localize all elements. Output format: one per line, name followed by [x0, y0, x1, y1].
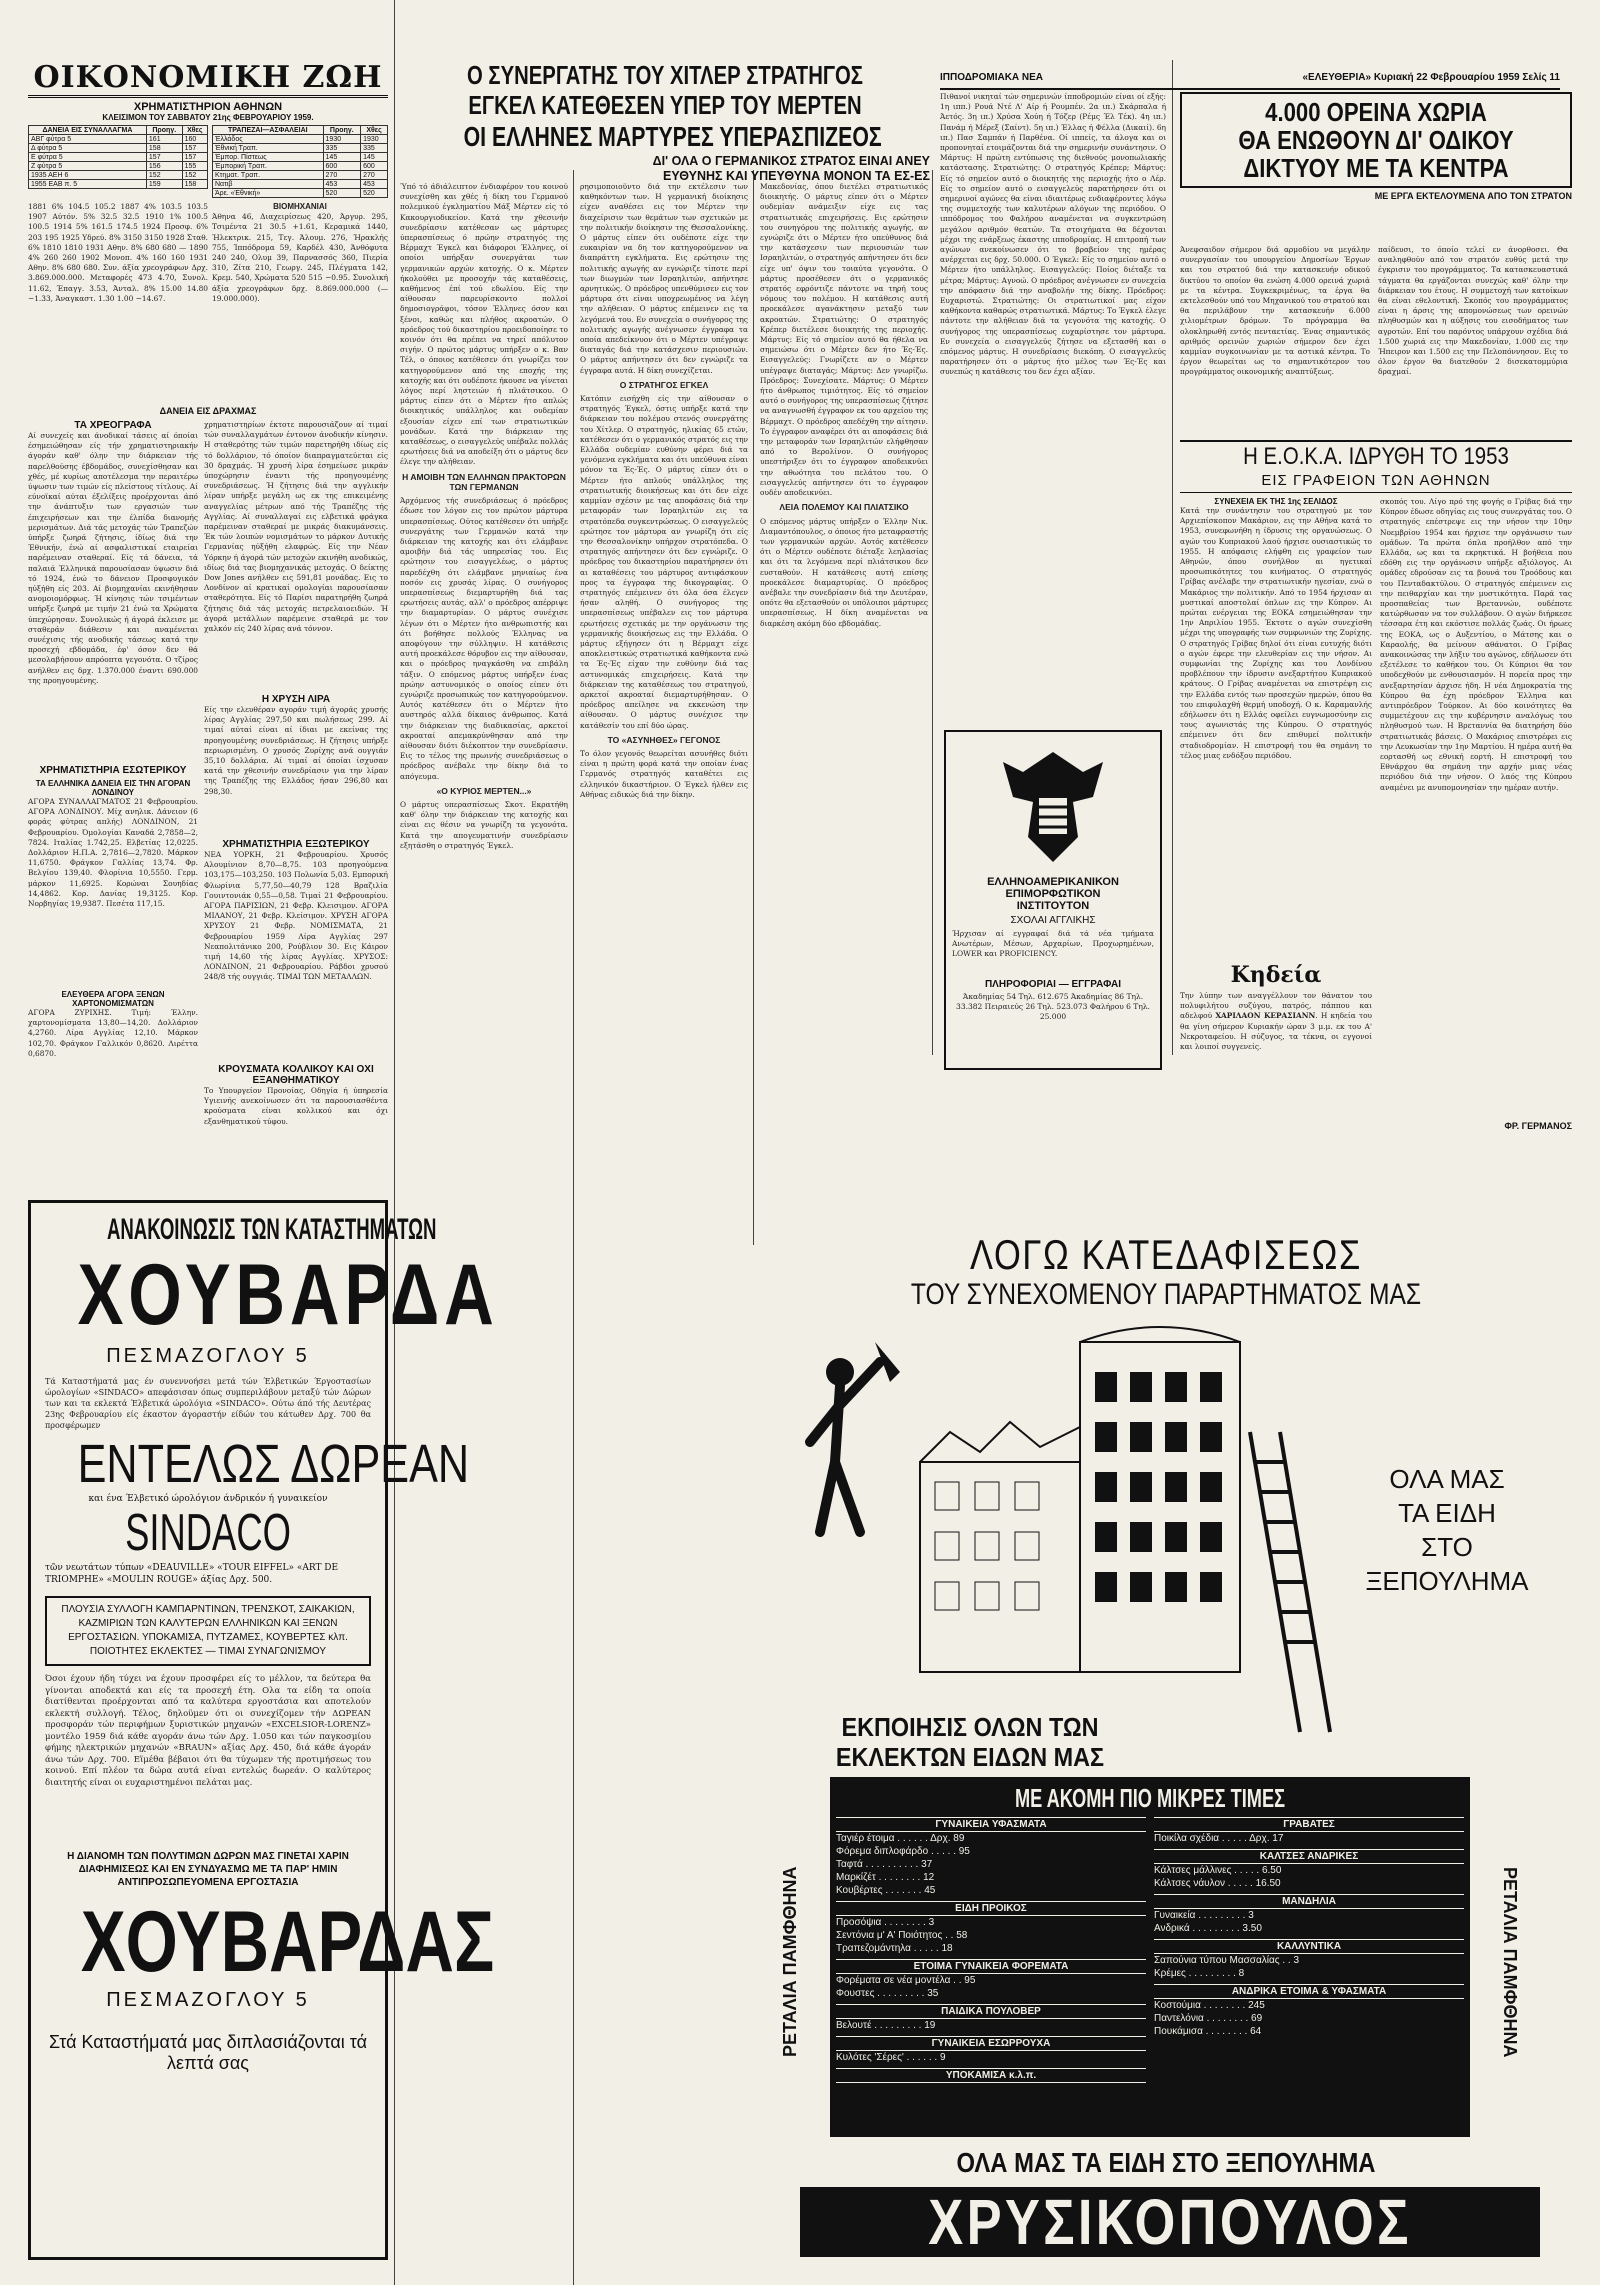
- subhead-agents: Η ΑΜΟΙΒΗ ΤΩΝ ΕΛΛΗΝΩΝ ΠΡΑΚΤΟΡΩΝ ΤΩΝ ΓΕΡΜΑΝΩΝ: [402, 471, 566, 492]
- sale-line-2: ΕΚΛΕΚΤΩΝ ΕΙΔΩΝ ΜΑΣ: [835, 1742, 1105, 1772]
- list-item: Σεντόνια μ' Α' Ποιότητος . . 58: [836, 1930, 968, 1941]
- table-row: Νατιβ 453 453: [213, 180, 388, 189]
- demolition-title-2: ΤΟΥ ΣΥΝΕΧΟΜΕΝΟΥ ΠΑΡΑΡΤΗΜΑΤΟΣ ΜΑΣ: [910, 1278, 1422, 1311]
- eoka-continued: ΣΥΝΕΧΕΙΑ ΕΚ ΤΗΣ 1ης ΣΕΛΙΔΟΣ: [1214, 497, 1338, 506]
- category-handkerchiefs: ΜΑΝΔΗΛΙΑ: [1154, 1894, 1464, 1909]
- demolition-title-1: ΛΟΓΩ ΚΑΤΕΔΑΦΙΣΕΩΣ: [970, 1231, 1362, 1278]
- category-socks: ΚΑΛΤΣΕΣ ΑΝΔΡΙΚΕΣ: [1154, 1849, 1464, 1864]
- subhead-loot: ΛΕΙΑ ΠΟΛΕΜΟΥ ΚΑΙ ΠΛΙΑΤΣΙΚΟ: [779, 502, 909, 513]
- remnants-right: ΡΕΤΑΛΙΑ ΠΑΜΦΘΗΝΑ: [1500, 1866, 1520, 2058]
- brand-chrysikopoulos: ΧΡΥΣΙΚΟΠΟΥΛΟΣ: [928, 2186, 1412, 2258]
- foreign-text: ΝΕΑ ΥΟΡΚΗ, 21 Φεβρουαρίου. Χρυσός Αλουμίνιον 8,70—8,75. 103 προηγούμενα 103,175—103,250. 103 Πολωνία 5,03. Εμπορική Φλωρίνια 5,77,50—40,79 128 Βραζιλία Γουιντονιάκ 0,55—0,58. Τιμαί 21 Φεβρουαρίου. ΑΓΟΡΑ ΠΑΡΙΣΙΩΝ, 21 Φεβρ. Κλεισιμον. ΑΓΟΡΑ ΜΙΛΑΝΟΥ, 21 Φεβρ. Κλείσιμον. ΧΡΥΣΗ ΑΓΟΡΑ ΧΡΥΣΟΥ 21 Φεβρ. ΝΟΜΙΣΜΑΤΑ, 21 Φεβρουαρίου 1959 Λίρα Αγγλίας 297 Νεαπολιτάνικο 200, Ρούβλιον 30. Εις Κάιρον τιμή 14,60 τής λίρας Αγγλίας. ΧΡΥΣΟΣ: ΛΟΝΔΙΝΟΝ, 21 Φεβρουαρίου. Ράβδοι χρυσού 248/8 τής ουγγιάς. ΤΙΜΑΙ ΤΩΝ ΜΕΤΑΛΛΩΝ.: [204, 850, 388, 982]
- exchange-title: ΧΡΗΜΑΤΙΣΤΗΡΙΟΝ ΑΘΗΝΩΝ: [133, 101, 283, 113]
- demolition-illustration-icon: [780, 1312, 1340, 1732]
- list-item: Σαπούνια τύπου Μασσαλίας . . 3: [1154, 1955, 1300, 1966]
- houvardas-ad: [28, 1200, 499, 2260]
- paper-date: «ΕΛΕΥΘΕΡΙΑ» Κυριακή 22 Φεβρουαρίου 1959 Σελίς 11: [1302, 72, 1560, 83]
- villages-title-3: ΔΙΚΤΥΟΥ ΜΕ ΤΑ ΚΕΝΤΡΑ: [1243, 153, 1509, 183]
- category-shirts: ΥΠΟΚΑΜΙΣΑ κ.λ.π.: [836, 2068, 1146, 2083]
- sale-right-text: ΟΛΑ ΜΑΣ ΤΑ ΕΙΔΗ ΣΤΟ ΞΕΠΟΥΛΗΜΑ: [1365, 1464, 1529, 1596]
- eoka-col-1: Κατά την συνάντησιν του στρατηγού με τον Αρχιεπίσκοπον Μακάριον, εις την Αθήνα κατά το 1953, συνεφωνήθη η ίδρυσις της οργανώσεως. Ο αγών του Κυπριακού λαού ήρχισε ουσιαστικώς το 1955. Η απόφασις ελήφθη εις γραφείον των Αθηνών, όπου συνήλθον αι ηγετικαί προσωπικότητες του κινήματος. Ο στρατηγός Γρίβας ανέλαβε την στρατιωτικήν ηγεσίαν, ενώ ο Μακάριος την πολιτικήν. Από το 1954 ήρχισαν αι μυστικαί αποστολαί όπλων εις την Κύπρον. Αι πρώται ενέργειαι της ΕΟΚΑ εσημειώθησαν την 1ην Απριλίου 1955. Έκτοτε ο αγών συνεχίσθη μέχρι της υπογραφής των συμφωνιών της Ζυρίχης. Ο στρατηγός Γρίβας δηλοί ότι είναι ευτυχής διότι ο αγών έφερε την ελευθερίαν εις την νήσον. Αι συμφωνίαι της Ζυρίχης και του Λονδίνου προβλέπουν την ίδρυσιν ανεξαρτήτου Κυπριακού κράτους. Ο Γρίβας αναμένεται να επιστρέψη εις την Ελλάδα εντός των προσεχών ημερών, όπου θα του επιφυλαχθή θερμή υποδοχή. Ο κ. Καραμανλής εδήλωσεν ότι η Ελλάς οφείλει ευγνωμοσύνην εις τους αγωνιστάς της Κύπρου. Ο στρατηγός επέμεινεν ότι δεν επιθυμεί πολιτικήν σταδιοδρομίαν. Η επιστροφή του θα σημάνη το τέλος μιας ενδόξου περιόδου.: [1180, 506, 1372, 760]
- gold-title: Η ΧΡΥΣΗ ΛΙΡΑ: [261, 694, 331, 705]
- ad-header: ΑΝΑΚΟΙΝΩΣΙΣ ΤΩΝ ΚΑΤΑΣΤΗΜΑΤΩΝ: [106, 1213, 437, 1246]
- crisis-title: ΚΡΟΥΣΜΑΤΑ ΚΟΛΛΙΚΟΥ ΚΑΙ ΟΧΙ ΕΞΑΝΘΗΜΑΤΙΚΟΥ: [218, 1064, 374, 1086]
- greek-loans-title: ΤΑ ΕΛΛΗΝΙΚΑ ΔΑΝΕΙΑ ΕΙΣ ΤΗΝ ΑΓΟΡΑΝ ΛΟΝΔΙΝΟΥ: [35, 779, 191, 797]
- category-menswear: ΑΝΔΡΙΚΑ ΕΤΟΙΜΑ & ΥΦΑΣΜΑΤΑ: [1154, 1984, 1464, 1999]
- list-item: Κοστούμια . . . . . . . . 245: [1154, 2000, 1265, 2011]
- headline-deck: ΔΙ' ΟΛΑ Ο ΓΕΡΜΑΝΙΚΟΣ ΣΤΡΑΤΟΣ ΕΙΝΑΙ ΑΝΕΥ ΕΥΘΥΝΗΣ ΚΑΙ ΥΠΕΥΘΥΝΑ ΜΟΝΟΝ ΤΑ ΕΣ-ΕΣ: [652, 154, 930, 183]
- sale-line-1: ΕΚΠΟΙΗΣΙΣ ΟΛΩΝ ΤΩΝ: [841, 1712, 1099, 1742]
- article-col-3: Μακεδονίας, όπου διετέλει στρατιωτικός διοικητής. Ο μάρτυς είπεν ότι ο Μέρτεν ουδεμίαν ανάμειξιν είχε εις τας στρατιωτικάς επιχειρήσεις. Εις ερώτησιν του συνηγόρου της πολιτικής αγωγής, αν εγνώριζε ότι ο Μέρτεν ήτο υπεύθυνος διά την κατάσχεσιν των περιουσιών των Ισραηλιτών, ο στρατηγός απήντησεν ότι δεν είχε υπ' όψιν του τοιαύτα γεγονότα. Ο μάρτυς προσέθεσεν ότι ο γερμανικός στρατός εφρόντιζε πάντοτε να τηρή τους νόμους του πολέμου. Η κατάθεσις αυτή προεκάλεσε αγανάκτησιν μεταξύ των ακροατών. Στρατιώτης: Ο στρατηγός Κρέπερ διετέλεσε διοικητής της περιοχής. Μάρτυς: Είς τό σημείον αυτό θα ήθελα να σημειώσω ότι ο Μέρτεν δεν ήτο Ές-Ές. Εισαγγελεύς: Γνωρίζετε αν ο Μέρτεν υπέγραψε διαταγάς; Μάρτυς: Δεν γνωρίζω. Πρόεδρος: Συνεχίσατε. Μάρτυς: Ο Μέρτεν ήτο άνθρωπος τιμιότητος. Είς τό σημείον αυτό ο συνήγορος της υπερασπίσεως ζήτησε να αναγνωσθή έγγραφον εκ του αρχείου της Βέρμαχτ. Ο πρόεδρος απεδέχθη την αίτησιν. Το έγγραφον αναφέρει ότι αι αποφάσεις διά την μεταφοράν των Ισραηλιτών ελήφθησαν από το Βερολίνον. Ο συνήγορος υπεστήριξεν ότι το έγγραφον αποδεικνύει την αθωότητα του πελάτου του. Ο εισαγγελεύς απήντησεν ότι το έγγραφον ουδέν αποδεικνύει. ΛΕΙΑ ΠΟΛΕΜΟΥ ΚΑΙ ΠΛΙΑΤΣΙΚΟ Ο επόμενος μάρτυς υπήρξεν ο Έλλην Νικ. Διαμαντόπουλος, ο όποιος ήτο μεταφραστής των γερμανικών αρχών. Αυτός κατέθεσεν ότι ο Μέρτεν ουδέποτε διέταξε λεηλασίας και ότι τα λεγόμενα περί πλιάτσικου δεν ευσταθούν. Η κατάθεσις αυτή επίσης προεκάλεσε διαμαρτυρίας. Ο πρόεδρος ανέβαλε την συνεδρίασιν διά την Δευτέραν, οπότε θα εξετασθούν οι υπόλοιποι μάρτυρες υπερασπίσεως. Η δίκη αναμένεται να διαρκέση ακόμη δύο εβδομάδας.: [760, 182, 928, 628]
- institute-ad: [944, 730, 1162, 1070]
- watch-brands: τῶν νεωτάτων τύπων «DEAUVILLE» «TOUR EIFFEL» «ART DE TRIOMPHE» «MOULIN ROUGE» άξίας Δρχ. 500.: [45, 1563, 339, 1585]
- list-item: Μαρκίζέτ . . . . . . . . 12: [836, 1872, 935, 1883]
- crisis-text: Το Υπουργείον Προνοίας, Οδηγία ή ύπηρεσία Υγιεινής ανεκοίνωσεν ότι τα παρουσιασθέντα κρούσματα είναι κολλικού και όχι εξανθηματικού τύφου.: [204, 1086, 388, 1126]
- institute-name-3: ΙΝΣΤΙΤΟΥΤΟΝ: [1016, 900, 1090, 912]
- table-row: Έμπορ. Πίστεως 145 145: [213, 153, 388, 162]
- bottom-slogan: ΟΛΑ ΜΑΣ ΤΑ ΕΙΔΗ ΣΤΟ ΞΕΠΟΥΛΗΜΑ: [956, 2147, 1376, 2178]
- gold-text: Είς την ελευθέραν αγοράν τιμή άγοράς χρυσής λίρας Αγγλίας 297,50 και πωλήσεως 299. Αί τιμαί αύταί είναι αί ίδιαι με εκείνας της προηγουμένης συνεδριάσεως. Η ζήτησις υπήρξε περιωρισμένη. Ο χρυσός Ζυρίχης ανά ουγγιάν 35,10 δολλάρια. Αί τιμαί αί όποίαι ίσχυσαν κατά την χθεσινήν συνεδρίασιν για την λίραν της Τραπέζης της Ελλάδος ήσαν 296,80 και 298,30.: [204, 705, 388, 796]
- race-news: Πιθανοί νικηταί τών σημερινών ίπποδρομιών είναι οί εξής: 1η ιππ.) Ρουά Ντέ Λ' Αίρ ή Ρουμπέν. 2α ιπ.) Σκάρπαλα ή Άετός. 3η ιπ.) Χρύσα Χούη ή Τόζερ (Ρέμς Έλ Τέκ). 4η ιπ.) Πανάμ ή Μέρεξ (Σαίντ). 5η ιπ.) Έλλας ή Φέλλα (Δικαιί). 6η ιπ.) Πασ Σαμπάν ή Παρθένα. Οί ιππείς, τα άλογα και οι προπονηταί ετοιμάζονται διά την σημερινήν συνάντησιν. Ο Μάρτυς: Η πρώτη εντύπωσις της διεθνούς μονοπωλιακής κατάστασης. Στρατιώτης: Ο στρατηγός Κρέπερ; Μάρτυς: Είς τό σημείον αυτό ο διοικητής της περιοχής ήτο ο Λέρ. Είς το σημείον αυτό ο εισαγγελεύς παρατήρησεν ότι οι σημερινοί αγώνες θα είναι ιδιαιτέρως ενδιαφέροντες λόγω της συμμετοχής των καλυτέρων αλόγων της περιόδου. Ο ιππόδρομος του Φαλήρου αναμένεται να συγκεντρώση μεγάλον αριθμόν θεατών. Τα στοιχήματα θα δέχονται μέχρι της ενάρξεως έκαστης ιπποδρομίας. Η επιτροπή των αγώνων ανεκοίνωσεν ότι το βραβείον της ημέρας ανέρχεται εις δρχ. 50.000. Ο Έγκελ: Είς το σημείον αυτό ο Μέρτεν ήτο υπάλληλος. Εισαγγελεύς: Ποίος διέταξε τα μέτρα; Μάρτυς: Αγνοώ. Ο πρόεδρος ανέγνωσεν εν συνεχεία την απόφασιν διά την αναβολήν της δίκης. Πρόεδρος: Ευχαριστώ. Στρατιώτης: Οι στρατιωτικοί μας είχον καθήκοντα καθαρώς στρατιωτικά. Μάρτυς: Το Έγκελ έλεγε πάντοτε την αλήθειαν διά τα γεγονότα της κατοχής. Ο συνήγορος της υπερασπίσεως ευχαρίστησε τον μάρτυρα. Εν συνεχεία ο εισαγγελεύς ζήτησε να εξετασθή και ο επόμενος μάρτυς. Η συνεδρίασις διεκόπη. Ο εισαγγελεύς παρατήρησεν ότι ο μάρτυς ήτο μέλος των Ές-Ές και συνεπώς η κατάθεσις του δεν έχει αξίαν.: [940, 92, 1166, 377]
- price-list: [830, 1777, 1470, 2137]
- domestic-title: ΧΡΗΜΑΤΙΣΤΗΡΙΑ ΕΣΩΤΕΡΙΚΟΥ: [39, 765, 187, 776]
- ad-intro: Τά Καταστήματά μας έν συνεννοήσει μετά τών Έλβετικών Έργοστασίων ώρολογίων «SINDACO» απεφάσισαν όπως συμπεριλάβουν μεταξύ τών Δώρων των και τα εκλεκτά Έλβετικά ώρολόγια «SINDACO». Ούτω άπό τής Δευτέρας 23ης Φεβρουαρίου είς έκαστον άγοραστήν είδών του κάτωθεν Δρχ. 700 θα προσφέρωμεν: [45, 1377, 371, 1430]
- villages-title-2: ΘΑ ΕΝΩΘΟΥΝ ΔΙ' ΟΔΙΚΟΥ: [1238, 125, 1514, 155]
- institute-text: Ήρχισαν αί εγγραφαί διά τά νέα τμήματα Ανωτέρων, Μέσων, Αρχαρίων, Προχωρημένων, LOWER και PROFICIENCY.: [952, 929, 1154, 959]
- category-pullovers: ΠΑΙΔΙΚΑ ΠΟΥΛΟΒΕΡ: [836, 2004, 1146, 2019]
- list-item: Κάλτσες μάλλινες . . . . . 6.50: [1154, 1865, 1282, 1876]
- institute-name-2: ΕΠΙΜΟΡΦΩΤΙΚΟΝ: [1005, 888, 1101, 900]
- eoka-title: Η Ε.Ο.Κ.Α. ΙΔΡΥΘΗ ΤΟ 1953: [1243, 443, 1509, 470]
- banks-table: ΤΡΑΠΕΖΑΙ—ΑΣΦΑΛΕΙΑΙ Προηγ. Χθες Έλλάδος 1930 1930 Έθνική Τραπ. 335 335 Έμπορ. Πίστεως 145 145 Έμπορική Τραπ. 600 600 Κτηματ. Τραπ. 270 270 Νατιβ 453 453 Άρε. «Έθνική» 520 520: [212, 125, 388, 198]
- list-item: Φορέματα σε νέα μοντέλα . . 95: [836, 1975, 976, 1986]
- subhead-unusual: ΤΟ «ΑΣΥΝΗΘΕΣ» ΓΕΓΟΝΟΣ: [607, 734, 721, 745]
- free-market-text: ΑΓΟΡΑ ΖΥΡΙΧΗΣ. Τιμή: Έλλην. χαρτονομίσματα 13,80—14,20. Δολλάριον 4,2760. Λίρα Αγγλίας 12,10. Μάρκον 102,70. Φράγκον Γαλλικόν 0,8620. Λιρέττα 0,6870.: [28, 1008, 198, 1058]
- institute-schools: ΣΧΟΛΑΙ ΑΓΓΛΙΚΗΣ: [1010, 915, 1096, 926]
- economy-title: ΟΙΚΟΝΟΜΙΚΗ ΖΩΗ: [28, 60, 388, 98]
- free-market-title: ΕΛΕΥΘΕΡΑ ΑΓΟΡΑ ΞΕΝΩΝ ΧΑΡΤΟΝΟΜΙΣΜΑΤΩΝ: [61, 990, 165, 1008]
- column-rule: [1172, 60, 1173, 1055]
- list-item: Βελουτέ . . . . . . . . . 19: [836, 2020, 936, 2031]
- category-ties: ΓΡΑΒΑΤΕΣ: [1154, 1817, 1464, 1832]
- securities-title: ΤΑ ΧΡΕΟΓΡΑΦΑ: [74, 420, 152, 431]
- free-sub: και ένα Έλβετικό ώρολόγιον άνδρικόν ή γυναικείον: [88, 1494, 328, 1504]
- villages-col-2: παίδευσι, το όποίο τελεί εν άνορθοσει. Θα αναληφθούν από τον στρατόν ευθύς μετά την έγκρισιν του προγράμματος. Τα κατασκευαστικά τάγματα θα εργάζονται συνεχώς καθ' όλην την διάρκειαν του έτους. Η συμμετοχή των κατοίκων θα είναι εθελοντική. Σκοπός του προγράμματος είναι η άρσις της απομονώσεως των ορεινών πληθυσμών και η αύξησις του εισοδήματος των αγροτών. Επί του παρόντος υπάρχουν σχέδια διά 1.500 χωριά εις την Μακεδονίαν, 1.000 εις την Ήπειρον και 1.500 εις την Πελοπόννησον. Εις το όλον έργον θα διατεθούν 2 δισεκατομμύρια δραχμαί.: [1378, 245, 1568, 377]
- villages-sub: ΜΕ ΕΡΓΑ ΕΚΤΕΛΟΥΜΕΝΑ ΑΠΟ ΤΟΝ ΣΤΡΑΤΟΝ: [1374, 191, 1572, 201]
- headline-line-2: ΕΓΚΕΛ ΚΑΤΕΘΕΣΕΝ ΥΠΕΡ ΤΟΥ ΜΕΡΤΕΝ: [468, 90, 862, 120]
- category-fabrics: ΓΥΝΑΙΚΕΙΑ ΥΦΑΣΜΑΤΑ: [836, 1817, 1146, 1832]
- headline-line-3: ΟΙ ΕΛΛΗΝΕΣ ΜΑΡΤΥΡΕΣ ΥΠΕΡΑΣΠΙΖΕΟΣ: [463, 121, 882, 152]
- article-col-2: ρησιμοποιοϋντο διά την εκτέλεσιν των καθηκόντων των. Η γερμανική διοίκησις είχεν αναθέσει εις τον Μέρτεν την διαχείρισιν των θεμάτων των σχετικών με την πολιτικήν διοίκησιν της Θεσσαλονίκης. Ο μάρτυς είπεν ότι ουδέποτε είχε την ευκαιρίαν να δη τον κατηγορούμενον να διαπράττη εγκλήματα. Εις ερώτησιν της πολιτικής αγωγής αν εγνώριζε τίποτε περί των διωγμών των Ισραηλιτών, απήντησε αρνητικώς. Ο πρόεδρος υπενθύμισεν εις τον μάρτυρα ότι είναι υποχρεωμένος να λέγη την αλήθειαν. Ο μάρτυς επέμεινεν εις τα λεγόμενά του. Εν συνεχεία ο συνήγορος της πολιτικής αγωγής ανέγνωσεν έγγραφα τα οποία απεδείκνυον ότι ο Μέρτεν υπέγραψε διαταγάς διά την κατάσχεσιν περιουσιών. Ο μάρτυς απήντησεν ότι δεν εγνώριζε τα έγγραφα αυτά. Η δίκη συνεχίζεται. Ο ΣΤΡΑΤΗΓΟΣ ΕΓΚΕΛ Κατόπιν εισήχθη είς την αίθουσαν ο στρατηγός Έγκελ, όστις υπήρξε κατά την διάρκειαν του πολέμου στενός συνεργάτης του Χίτλερ. Ο στρατηγός, ηλικίας 65 ετών, κατέθεσεν ότι ο γερμανικός στρατός εις την Ελλάδα ουδεμίαν ευθύνην φέρει διά τα γενόμενα εγκλήματα και ότι υπεύθυνα είναι μόνον τα Ές-Ές. Ο μάρτυς είπεν ότι ο Μέρτεν ήτο απλούς υπάλληλος της στρατιωτικής διοικήσεως και ότι δεν είχε καμμίαν σχέσιν με τας αποφάσεις διά την μεταφοράν των Ισραηλιτών εις τα στρατόπεδα συγκεντρώσεως. Ο εισαγγελεύς ερώτησε τον μάρτυρα αν γνωρίζη ότι είς την Θεσσαλονίκην υπήρχον στρατόπεδα. Ο στρατηγός απήντησεν ότι δεν εγνώριζε. Ο πρόεδρος του δικαστηρίου παρατήρησεν ότι αι καταθέσεις του μάρτυρος αντιφάσκουν προς τα έγγραφα της δικογραφίας. Ο στρατηγός επέμεινεν ότι όλα όσα έλεγεν ήσαν αληθή. Ο συνήγορος της υπερασπίσεως υπέβαλεν εις τον μάρτυρα ερωτήσεις σχετικάς με την οργάνωσιν της γερμανικής διοικήσεως εις την Ελλάδα. Ο μάρτυς εξήγησεν ότι η Βέρμαχτ είχε αποκλειστικώς στρατιωτικά καθήκοντα ενώ τα Ές-Ές είχαν την ευθύνην διά τας αστυνομικάς επιχειρήσεις. Κατά την διάρκειαν της καταθέσεως του στρατηγού, αρκετοί ακροαταί διεμαρτυρήθησαν. Ο πρόεδρος απείλησε να εκκενώση την αίθουσαν. Ο μάρτυς συνέχισε την κατάθεσίν του επί δύο ώρας. ΤΟ «ΑΣΥΝΗΘΕΣ» ΓΕΓΟΝΟΣ Το όλον γεγονός θεωρείται ασυνήθες διότι είναι η πρώτη φορά κατά την οποίαν ένας Γερμανός στρατηγός καταθέτει εις ελληνικόν δικαστήριον. Ο Έγκελ ήλθεν εις Αθήνας ειδικώς διά την δίκην.: [580, 182, 748, 799]
- list-item: Φόρεμα διπλοφάρδο . . . . . 95: [836, 1846, 970, 1857]
- institute-name-1: ΕΛΛΗΝΟΑΜΕΡΙΚΑΝΙΚΟΝ: [987, 876, 1119, 888]
- table-row: Κτηματ. Τραπ. 270 270: [213, 171, 388, 180]
- list-item: Τραπεζομάντηλα . . . . . 18: [836, 1943, 953, 1954]
- table-header: ΔΑΝΕΙΑ ΕΙΣ ΣΥΝΑΛΛΑΓΜΑ: [29, 126, 147, 135]
- villages-col-1: Άνεφσαιδον σήμερον διά αρμοδίου να μεγάλην συνεργασίαν του υπουργείου Δημοσίων Έργων και του στρατού διά την κατασκευήν οδικού δικτύου το οποίον θα ενώση 4.000 ορεινά χωριά με τα κέντρα. Συγκεκριμένως, τα έργα θα εκτελεσθούν υπό του Μηχανικού του στρατού και θα περιλάβουν την κατασκευήν 6.000 χιλιομέτρων δρόμων. Το πρόγραμμα θα ολοκληρωθή εντός πενταετίας. Ένας σημαντικός αριθμός ορεινών χωριών σήμερον δεν έχει καμμίαν συγκοινωνίαν με τα αστικά κέντρα. Το έργον θεωρείται ως το σημαντικότερον του προγράμματος οικονομικής αναπτύξεως.: [1180, 245, 1370, 377]
- list-item: Ποικίλα σχέδια . . . . . Δρχ. 17: [1154, 1833, 1284, 1844]
- category-dowry: ΕΙΔΗ ΠΡΟΙΚΟΣ: [836, 1901, 1146, 1916]
- table-row: ABΓ φύτρα 5 161 160: [29, 135, 208, 144]
- bond-list: 1881 6% 104.5 105.2 1887 4% 103.5 103.5 1907 Αύτόν. 5% 32.5 32.5 1910 1% 100.5 100.5 1914 5% 161.5 174.5 1924 Προσφ. 6% 203 195 1925 Υδρεύ. 8% 3150 3150 1928 Σταθ. 6% 1810 1810 1931 Αθην. 8% 680 680 — 1890 4% 260 260 1902 Μονοπ. 4% 160 160 1931 Αθην. 8% 680 680. Συν. άξία χρεογράφων Δρχ. 3.869.000.000. Μεταφορές 473 4.70, Συνολ. 11.62, Έπαγγ. 3.53, Άνταλ. 8% 15.00 14.80 −1.33, Άναγκαστ. 1.30 1.00 −14.67.: [28, 202, 208, 303]
- headline-block: [400, 60, 930, 183]
- markets-text: χρηματιστηρίων έκτοτε παρουσιάζουν αί τιμαί τών συναλλαγμάτων έντονον άνοδικήν κίνησιν. Η σταθερότης τών τιμών παρετηρήθη ιδίως είς τό δολλάριον, τό όποίον διαπραγματεύεται είς 30 δραχμάς. Ή χρυσή λίρα έσημείωσε μικράν ύποχώρησιν έναντι τής προηγουμένης συνεδριάσεως. Ή ζήτησις διά την αγγλικήν λίραν υπήρξε μεγάλη ως εκ της επικειμένης αναγγελίας μέτρων από τής Τραπέζης τής Αγγλίας. Αί συναλλαγαί εις ελβετικά φράγκα παρέμειναν σταθεραί με μικράς διακυμάνσεις. Έκ τών λοιπών νομισμάτων το μάρκον Δυτικής Γερμανίας ηύξήθη ελαφρώς. Είς την Νέαν Υόρκην ή άγορά τών μετοχών εκινήθη ανοδικώς, ιδίως διά τας βιομηχανικάς μετοχάς. Ο δείκτης Dow Jones ανήλθεν εις 591,81 μονάδας. Εις το Λονδίνον αί κρατικαί ομολογίαι παρουσίασαν σταθερότητα. Είς τό Παρίσι παρατηρήθη ζωηρά ζήτησις διά τάς μετοχάς πετρελαιοειδών. Ή άγορά μετάλλων παρέμεινε σταθερά με τον χαλκόν είς 240 λίρας ανά τόννον.: [204, 420, 388, 634]
- list-item: Κουβέρτες . . . . . . . 45: [836, 1885, 936, 1896]
- table-row: Έλλάδος 1930 1930: [213, 135, 388, 144]
- list-item: Ταφτά . . . . . . . . . . 37: [836, 1859, 933, 1870]
- boxed-offer: ΠΛΟΥΣΙΑ ΣΥΛΛΟΓΗ ΚΑΜΠΑΡΝΤΙΝΩΝ, ΤΡΕΝΣΚΟΤ, ΣΑΙΚΑΚΙΩΝ, ΚΑΖΜΙΡΙΩΝ ΤΩΝ ΚΑΛΥΤΕΡΩΝ ΕΛΛΗΝΙΚΩΝ ΚΑΙ ΞΕΝΩΝ ΕΡΓΟΣΤΑΣΙΩΝ. ΥΠΟΚΑΜΙΣΑ, ΠΥΤΖΑΜΕΣ, ΚΟΥΒΕΡΤΕΣ κλπ. ΠΟΙΟΤΗΤΕΣ ΕΚΛΕΚΤΕΣ — ΤΙΜΑΙ ΣΥΝΑΓΩΝΙΣΜΟΥ: [45, 1596, 371, 1666]
- masthead: [940, 72, 1560, 90]
- table-row: 1935 ΑΕΗ 6 152 152: [29, 171, 208, 180]
- column-rule: [753, 170, 754, 1245]
- prices-title: ΜΕ ΑΚΟΜΗ ΠΙΟ ΜΙΚΡΕΣ ΤΙΜΕΣ: [1014, 1783, 1286, 1813]
- subhead-mr-merten: «Ο ΚΥΡΙΟΣ ΜΕΡΤΕΝ...»: [436, 785, 532, 796]
- funeral-title: Κηδεία: [1230, 962, 1322, 988]
- demolition-ad: [760, 1232, 1572, 2262]
- list-item: Κάλτσες νάυλον . . . . . 16.50: [1154, 1878, 1281, 1889]
- list-item: Πουκάμισα . . . . . . . . 64: [1154, 2026, 1262, 2037]
- table-row: Έθνική Τραπ. 335 335: [213, 144, 388, 153]
- address: ΠΕΣΜΑΖΟΓΛΟΥ 5: [106, 1345, 310, 1367]
- table-row: Z φύτρα 5 156 155: [29, 162, 208, 171]
- list-item: Προσόψια . . . . . . . . 3: [836, 1917, 935, 1928]
- table-row: Ε φύτρα 5 157 157: [29, 153, 208, 162]
- category-cosmetics: ΚΑΛΛΥΝΤΙΚΑ: [1154, 1939, 1464, 1954]
- close-date: ΚΛΕΙΣΙΜΟΝ ΤΟΥ ΣΑΒΒΑΤΟΥ 21ης ΦΕΒΡΟΥΑΡΙΟΥ 1959.: [102, 113, 314, 122]
- address-2: ΠΕΣΜΑΖΟΓΛΟΥ 5: [106, 1989, 310, 2011]
- economy-column: [28, 60, 388, 1126]
- loans-table: ΔΑΝΕΙΑ ΕΙΣ ΣΥΝΑΛΛΑΓΜΑ Προηγ. Χθες ABΓ φύτρα 5 161 160 Δ φύτρα 5 158 157 Ε φύτρα 5 157 157 Z φύτρα 5 156 155 1935 ΑΕΗ 6 152 152 1955 ΕΑΒ π. 5 159 158: [28, 125, 208, 189]
- column-rule: [932, 170, 933, 1055]
- eoka-col-2: σκοπός του. Λίγο πρό της φυγής ο Γρίβας διά την Κύπρον έδωσε οδηγίας εις τους συνεργάτας του. Ο στρατηγός επέστρεψε εις την νήσον την 10ην Νοεμβρίου 1954 και ήρχισε την οργάνωσιν των ομάδων. Τα πρώτα όπλα προήλθον από την Ελλάδα, ως και τα εκρηκτικά. Η βοήθεια που εδόθη εις την οργάνωσιν υπήρξε αξιόλογος. Αι ομάδες εδρούσαν εις τα βουνά του Τροόδους και του Πενταδακτύλου. Ο στρατηγός επέμεινεν εις την πειθαρχίαν και την μυστικότητα. Παρά τας προσπαθείας των Βρεταννών, ουδέποτε κατώρθωσαν να τον συλλάβουν. Ο αγών διήρκεσε τέσσαρα έτη και εκόστισε πολλάς ζωάς. Οι ήρωες της ΕΟΚΑ, ως ο Αυξεντίου, ο Μάτσης και ο Καραολής, θα μείνουν αθάνατοι. Ο Γρίβας ανακοινώσας την λήξιν του αγώνος, εδήλωσεν ότι εξετέλεσε το καθήκον του. Οι Κύπριοι θα τον υποδεχθούν με ενθουσιασμόν. Η πορεία προς την ανεξαρτησίαν άρχισε ήδη. Η νέα Δημοκρατία της Κύπρου θα έχη πρόεδρον Έλληνα και αντιπρόεδρον Τούρκον. Αι δύο κοινότητες θα συμμετέχουν εις την κυβέρνησιν αναλόγως του πληθυσμού των. Η Βρεταννία θα διατηρήση δύο στρατιωτικάς βάσεις. Ο Μακάριος επιστρέφει εις την Λευκωσίαν την 1ην Μαρτίου. Η ημέρα αυτή θα εορτασθή ως εθνική εορτή. Η επιστροφή του Εθνάρχου θα σημάνη την αρχήν μιας νέας περιόδου διά την νήσον. Ο λαός της Κύπρου αναμένει με ανυπομονησίαν την ημέραν αυτήν.: [1380, 497, 1572, 792]
- drachma-loans-title: ΔΑΝΕΙΑ ΕΙΣ ΔΡΑΧΜΑΣ: [159, 406, 257, 416]
- distribution-note: Η ΔΙΑΝΟΜΗ ΤΩΝ ΠΟΛΥΤΙΜΩΝ ΔΩΡΩΝ ΜΑΣ ΓΙΝΕΤΑΙ ΧΑΡΙΝ ΔΙΑΦΗΜΙΣΕΩΣ ΚΑΙ ΕΝ ΣΥΝΔΥΑΣΜΩ ΜΕ ΤΑ ΠΑΡ' ΗΜΙΝ ΑΝΤΙΠΡΟΣΩΠΕΥΟΜΕΝΑ ΕΡΓΟΣΤΑΣΙΑ: [67, 1851, 349, 1888]
- category-underwear: ΓΥΝΑΙΚΕΙΑ ΕΣΩΡΡΟΥΧΑ: [836, 2036, 1146, 2051]
- sindaco-brand: SINDACO: [125, 1504, 291, 1562]
- table-row: 1955 ΕΑΒ π. 5 159 158: [29, 180, 208, 189]
- villages-title-1: 4.000 ΟΡΕΙΝΑ ΧΩΡΙΑ: [1265, 97, 1487, 127]
- eagle-emblem-icon: [993, 742, 1113, 872]
- loans-text: ΑΓΟΡΑ ΣΥΝΑΛΛΑΓΜΑΤΟΣ 21 Φεβρουαρίου. ΑΓΟΡΑ ΛΟΝΔΙΝΟΥ. Μίχ ανηλικ. Δάνειον (6 φοράς φύτρας απλής) ΛΟΝΔΙΝΟΝ, 21 Φεβρουαρίου. Όμολογίαι Καναδά 2,7858—2, 7824. Ιταλίας 1.742,25. Ελβετίας 12,0225. Δολλάριον Η.Π.Α. 2,7816—2,7820. Μάρκον 11,6750. Φράγκον Γαλλίας 13,74. Φρ. Βελγίου 139,40. Φλορίνια 10,5550. Γερμ. μάρκον 11,6925. Κορώναι Σουηδίας 14,4862. Κορ. Δανίας 19,3125. Κορ. Νορβηγίας 19,9387. Πεσέτα 117,15.: [28, 797, 198, 909]
- free-offer: ΕΝΤΕΛΩΣ ΔΩΡΕΑΝ: [77, 1434, 470, 1494]
- headline-line-1: Ο ΣΥΝΕΡΓΑΤΗΣ ΤΟΥ ΧΙΤΛΕΡ ΣΤΡΑΤΗΓΟΣ: [467, 60, 863, 90]
- remnants-left: ΡΕΤΑΛΙΑ ΠΑΜΦΘΗΝΑ: [780, 1866, 800, 2058]
- category-dresses: ΕΤΟΙΜΑ ΓΥΝΑΙΚΕΙΑ ΦΟΡΕΜΑΤΑ: [836, 1959, 1146, 1974]
- eoka-block: [1180, 440, 1572, 1230]
- table-row: Δ φύτρα 5 158 157: [29, 144, 208, 153]
- list-item: Παντελόνια . . . . . . . . 69: [1154, 2013, 1263, 2024]
- funeral-text: Την λύπην των αναγγέλλουν τον θάνατον του πολυφιλήτου συζύγου, πατρός, πάππου και αδελφού ΧΑΡΙΛΑΟΝ ΚΕΡΑΣΙΑΝΝ. Η κηδεία του θα γίνη σήμερον Κυριακήν ώραν 3 μ.μ. εκ του Α' Νεκροταφείου. Η σύζυγος, τα τέκνα, οι εγγονοί και λοιποί συγγενείς.: [1180, 991, 1373, 1052]
- list-item: Κρέμες . . . . . . . . . 8: [1154, 1968, 1245, 1979]
- brand-name: ΧΟΥΒΑΡΔΑ: [77, 1247, 499, 1343]
- column-rule: [573, 170, 574, 2285]
- brand-name-2: ΧΟΥΒΑΡΔΑΣ: [80, 1894, 495, 1990]
- foreign-title: ΧΡΗΜΑΤΙΣΤΗΡΙΑ ΕΞΩΤΕΡΙΚΟΥ: [222, 839, 370, 850]
- securities-text: Αί συνεχείς και άνοδικαί τάσεις αί όποίαι έσημειώθησαν είς τήν χρηματιστηριακήν άγοράν καθ' όλην την διάρκειαν τής παρελθούσης έβδομάδος, συνεχίσθησαν και χθές, μέ κυρίως αποτέλεσμα την περαιτέρω ύψωσιν των τιμών είς πλείστους τίτλους. Αί εύνοϊκαί αύται έξελίξεις προέρχονται άπό την άνάπτυξιν των εργασιών των έπιχειρήσεων και την έλπίδα διανομής μερισμάτων. Διά τάς μετοχάς τών Τραπεζών ύπήρξε ζωηρά ζήτησις, ίδίως διά την Έθνικήν, ένώ αί ασφαλιστικαί εταιρείαι παρέμειναν σταθεραί. Είς τά δάνεια, τά παλαιά Έλληνικά παρουσίασαν ύψωσιν διά τό 1924, ένώ το δάνειον Προσφυγικόν ηύξήθη είς 203. Αί βιομηχανίαι εκινήθησαν ανομοιομόρφως. Ή κίνησις τών τσιμέντων υπήρξε ζωηρά με τιμήν 21 ένώ τα Χρώματα ύπεχώρησαν. Συνολικώς ή άγορά έκλεισε με σταθεράν διάθεσιν και αναμένεται συνέχισις τής ανοδικής τάσεως κατά την προσεχή εβδομάδα, έφ' όσον δεν θά μεσολαβήσουν απρόοπτα γεγονότα. Ο τζίρος ανήλθεν εις δρχ. 1.370.000 έναντι 690.000 της προηγουμένης.: [28, 431, 198, 685]
- table-row: Άρε. «Έθνική» 520 520: [213, 189, 388, 198]
- ad-details: Όσοι έχουν ήδη τύχει να έχουν προσφέρει είς το μέλλον, τα δεύτερα θα γίνονται αποδεκτά και είς τα προσεχή έτη. Ολα τα είδη τα οποία διατίθενται προέρχονται από τα καλύτερα εργοστάσια και αποτελούν εκλεκτή συλλογή. Τέλος, δηλοϋμεν ότι οι συνεχίζομεν τήν ΔΩΡΕΑΝ προσφοράν τών περιφήμων ξυριστικών μηχανών «EXCELSIOR-LORENZ» μοντέλο 1959 διά κάθε αγοράν άνω τών Δρχ. 1.050 και τών παγκοσμίου φήμης ηλεκτρικών μηχανών «BRAUN» αξίας Δρχ. 450, διά κάθε άγοράν άνω τών Δρχ. 700. Εϊμέθα βέβαιοι ότι θα τύχωμεν τής προτιμήσεως του κοινού. Επί πλέον τα δώρα αυτά είναι εντελώς δωρεάν. Ο καλύτερος διαιτητής είναι οι ευχαριστημένοι πελάται μας.: [45, 1674, 371, 1788]
- article-col-1: Ύπό τό άδιάλειπτον ένδιαφέρον του κοινού συνεχίσθη και χθές ή δίκη του Γερμανού πολεμικού έγκληματίου Μάξ Μέρτεν είς τό Κακουργιοδικείον. Κατά την χθεσινήν συνεδρίασιν κατέθεσαν ως μάρτυρες ύπερασπίσεως ό πρώην στρατηγός της Βέρμαχτ Έγκελ και διάφοροι Έλληνες, οί οποίοι υπήρξαν συνεργάται των γερμανικών αρχών κατοχής. Ο κ. Μέρτεν ήκολούθει με προσοχήν τάς καταθέσεις, καθήμενος έπί τού εδωλίου. Είς την αίθουσαν παρευρίσκοντο πολλοί δημοσιογράφοι, τόσον Έλληνες όσον και ξένοι, καθώς και πλήθος ακροατών. Ο πρόεδρος τού δικαστηρίου προειδοποίησε το κοινόν ότι θα πρέπει να τηρεί απόλυτον σιγήν. Ο πρώτος μάρτυς υπήρξεν ο κ. Βαν Τέλ, ο όποιος κατέθεσεν ότι γνωρίζει τον κατηγορούμενον από της εποχής της κατοχής και ότι ουδέποτε ήκουσε να γίνεται λόγος περί ληστειών ή πλιάτσικου. Ο μάρτυς είπεν ότι ο Μέρτεν ήτο απλώς διοικητικός υπάλληλος και ουδεμίαν εξουσίαν είχεν επί των στρατιωτικών μονάδων. Κατά την διάρκειαν της καταθέσεως, ο εισαγγελεύς υπέβαλε πολλάς ερωτήσεις διά να αποδείξη ότι ο μάρτυς δεν έλεγε την αλήθειαν. Η ΑΜΟΙΒΗ ΤΩΝ ΕΛΛΗΝΩΝ ΠΡΑΚΤΟΡΩΝ ΤΩΝ ΓΕΡΜΑΝΩΝ Άρχόμενος τής συνεδριάσεως ό πρόεδρος έδωσε τον λόγον εις τον πρώτον μάρτυρα υπερασπίσεως. Ούτος κατέθεσεν ότι υπήρξε συνεργάτης των Γερμανών κατά την διάρκειαν της κατοχής και ότι ελάμβανε αμοιβήν διά τάς υπηρεσίας του. Εις ερώτησιν του εισαγγελέως, ο μάρτυς παρεδέχθη ότι ελάμβανε μηνιαίως ένα ποσόν εις χρυσάς λίρας. Ο συνήγορος υπερασπίσεως διεμαρτυρήθη διά τας ερωτήσεις αυτάς, αλλ' ο πρόεδρος απέρριψε την διαμαρτυρίαν. Ο μάρτυς συνέχισε λέγων ότι ο Μέρτεν ήτο ανθρωπιστής και ότι βοήθησε πολλούς Έλληνας να αποφύγουν την σύλληψιν. Η κατάθεσις αυτή προεκάλεσε θόρυβον εις την αίθουσαν, και ο πρόεδρος ηναγκάσθη να επιβάλη τάξιν. Ο επόμενος μάρτυς υπήρξεν ένας πρώην αστυνομικός ο οποίος είπεν ότι εγνώριζε προσωπικώς τον κατηγορούμενον. Αυτός κατέθεσεν ότι ο Μέρτεν ήτο αυστηρός αλλά δίκαιος άνθρωπος. Κατά την διάρκειαν της διαδικασίας, αρκετοί ακροαταί απεμακρύνθησαν από την αίθουσαν διότι διέκοπτον την συνεδρίασιν. Εις το τέλος της πρωινής συνεδριάσεως ο πρόεδρος ανέβαλε την δίκην διά το απόγευμα. «Ο ΚΥΡΙΟΣ ΜΕΡΤΕΝ...» Ο μάρτυς υπερασπίσεως Σκοτ. Εκρατήθη καθ' όλην την διάρκειαν της κατοχής και είναι εις θέσιν να γνωρίζη τα γεγονότα. Κατά την απογευματινήν συνεδρίασιν εξητάσθη ο στρατηγός Έγκελ.: [400, 182, 568, 850]
- brand-banner: [800, 2187, 1540, 2257]
- ad-footer: Στά Καταστήματά μας διπλασιάζονται τά λεπτά σας: [48, 2032, 368, 2073]
- list-item: Ταγιέρ έτοιμα . . . . . . Δρχ. 89: [836, 1833, 965, 1844]
- section-label: ΙΠΠΟΔΡΟΜΙΑΚΑ ΝΕΑ: [940, 72, 1044, 83]
- list-item: Ανδρικά . . . . . . . . . 3.50: [1154, 1923, 1262, 1934]
- institute-info: ΠΛΗΡΟΦΟΡΙΑΙ — ΕΓΓΡΑΦΑΙ: [984, 979, 1122, 990]
- institute-address: Άκαδημίας 54 Τηλ. 612.675 Άκαδημίας 86 Τηλ. 33.382 Πειραιεύς 26 Τηλ. 523.073 Φαλήρου 6 Τηλ. 25.000: [956, 992, 1150, 1022]
- eoka-sub: ΕΙΣ ΓΡΑΦΕΙΟΝ ΤΩΝ ΑΘΗΝΩΝ: [1261, 472, 1491, 489]
- list-item: Κυλότες 'Σέρες' . . . . . . 9: [836, 2052, 946, 2063]
- list-item: Γυναικεία . . . . . . . . . 3: [1154, 1910, 1254, 1921]
- eoka-signature: ΦΡ. ΓΕΡΜΑΝΟΣ: [1504, 1121, 1572, 1131]
- subhead-engel: Ο ΣΤΡΑΤΗΓΟΣ ΕΓΚΕΛ: [619, 379, 709, 390]
- list-item: Φουστες . . . . . . . . . 35: [836, 1988, 939, 1999]
- funeral-name: ΧΑΡΙΛΑΟΝ ΚΕΡΑΣΙΑΝΝ: [1215, 1011, 1316, 1021]
- villages-block: [1180, 92, 1572, 242]
- table-row: Έμπορική Τραπ. 600 600: [213, 162, 388, 171]
- industry-list: ΒΙΟΜΗΧΑΝΙΑΙ Άθηνα 46, Διαχειρίσεως 420, Άργυρ. 295, Τσιμέντα 21 30.5 +1.61, Κεραμικά 1440, Ήλεκτρικ. 215, Τεγ. Άλουμ. 276, Ήρακλής 755, Ίππόδρομα 59, Καρδέλ 430, Άνθόφυτα 240 240, Ολυμ 39, Παρνασσός 360, Πιερία 310, Ζίτα 210, Γεωργ. 245, Πλέγματα 142, Κρεμ. 540, Χρώματα 520 515 −0.95. Συνολική άξία χρεογράφων δρχ. 8.869.000.000 (—19.000.000).: [212, 202, 388, 303]
